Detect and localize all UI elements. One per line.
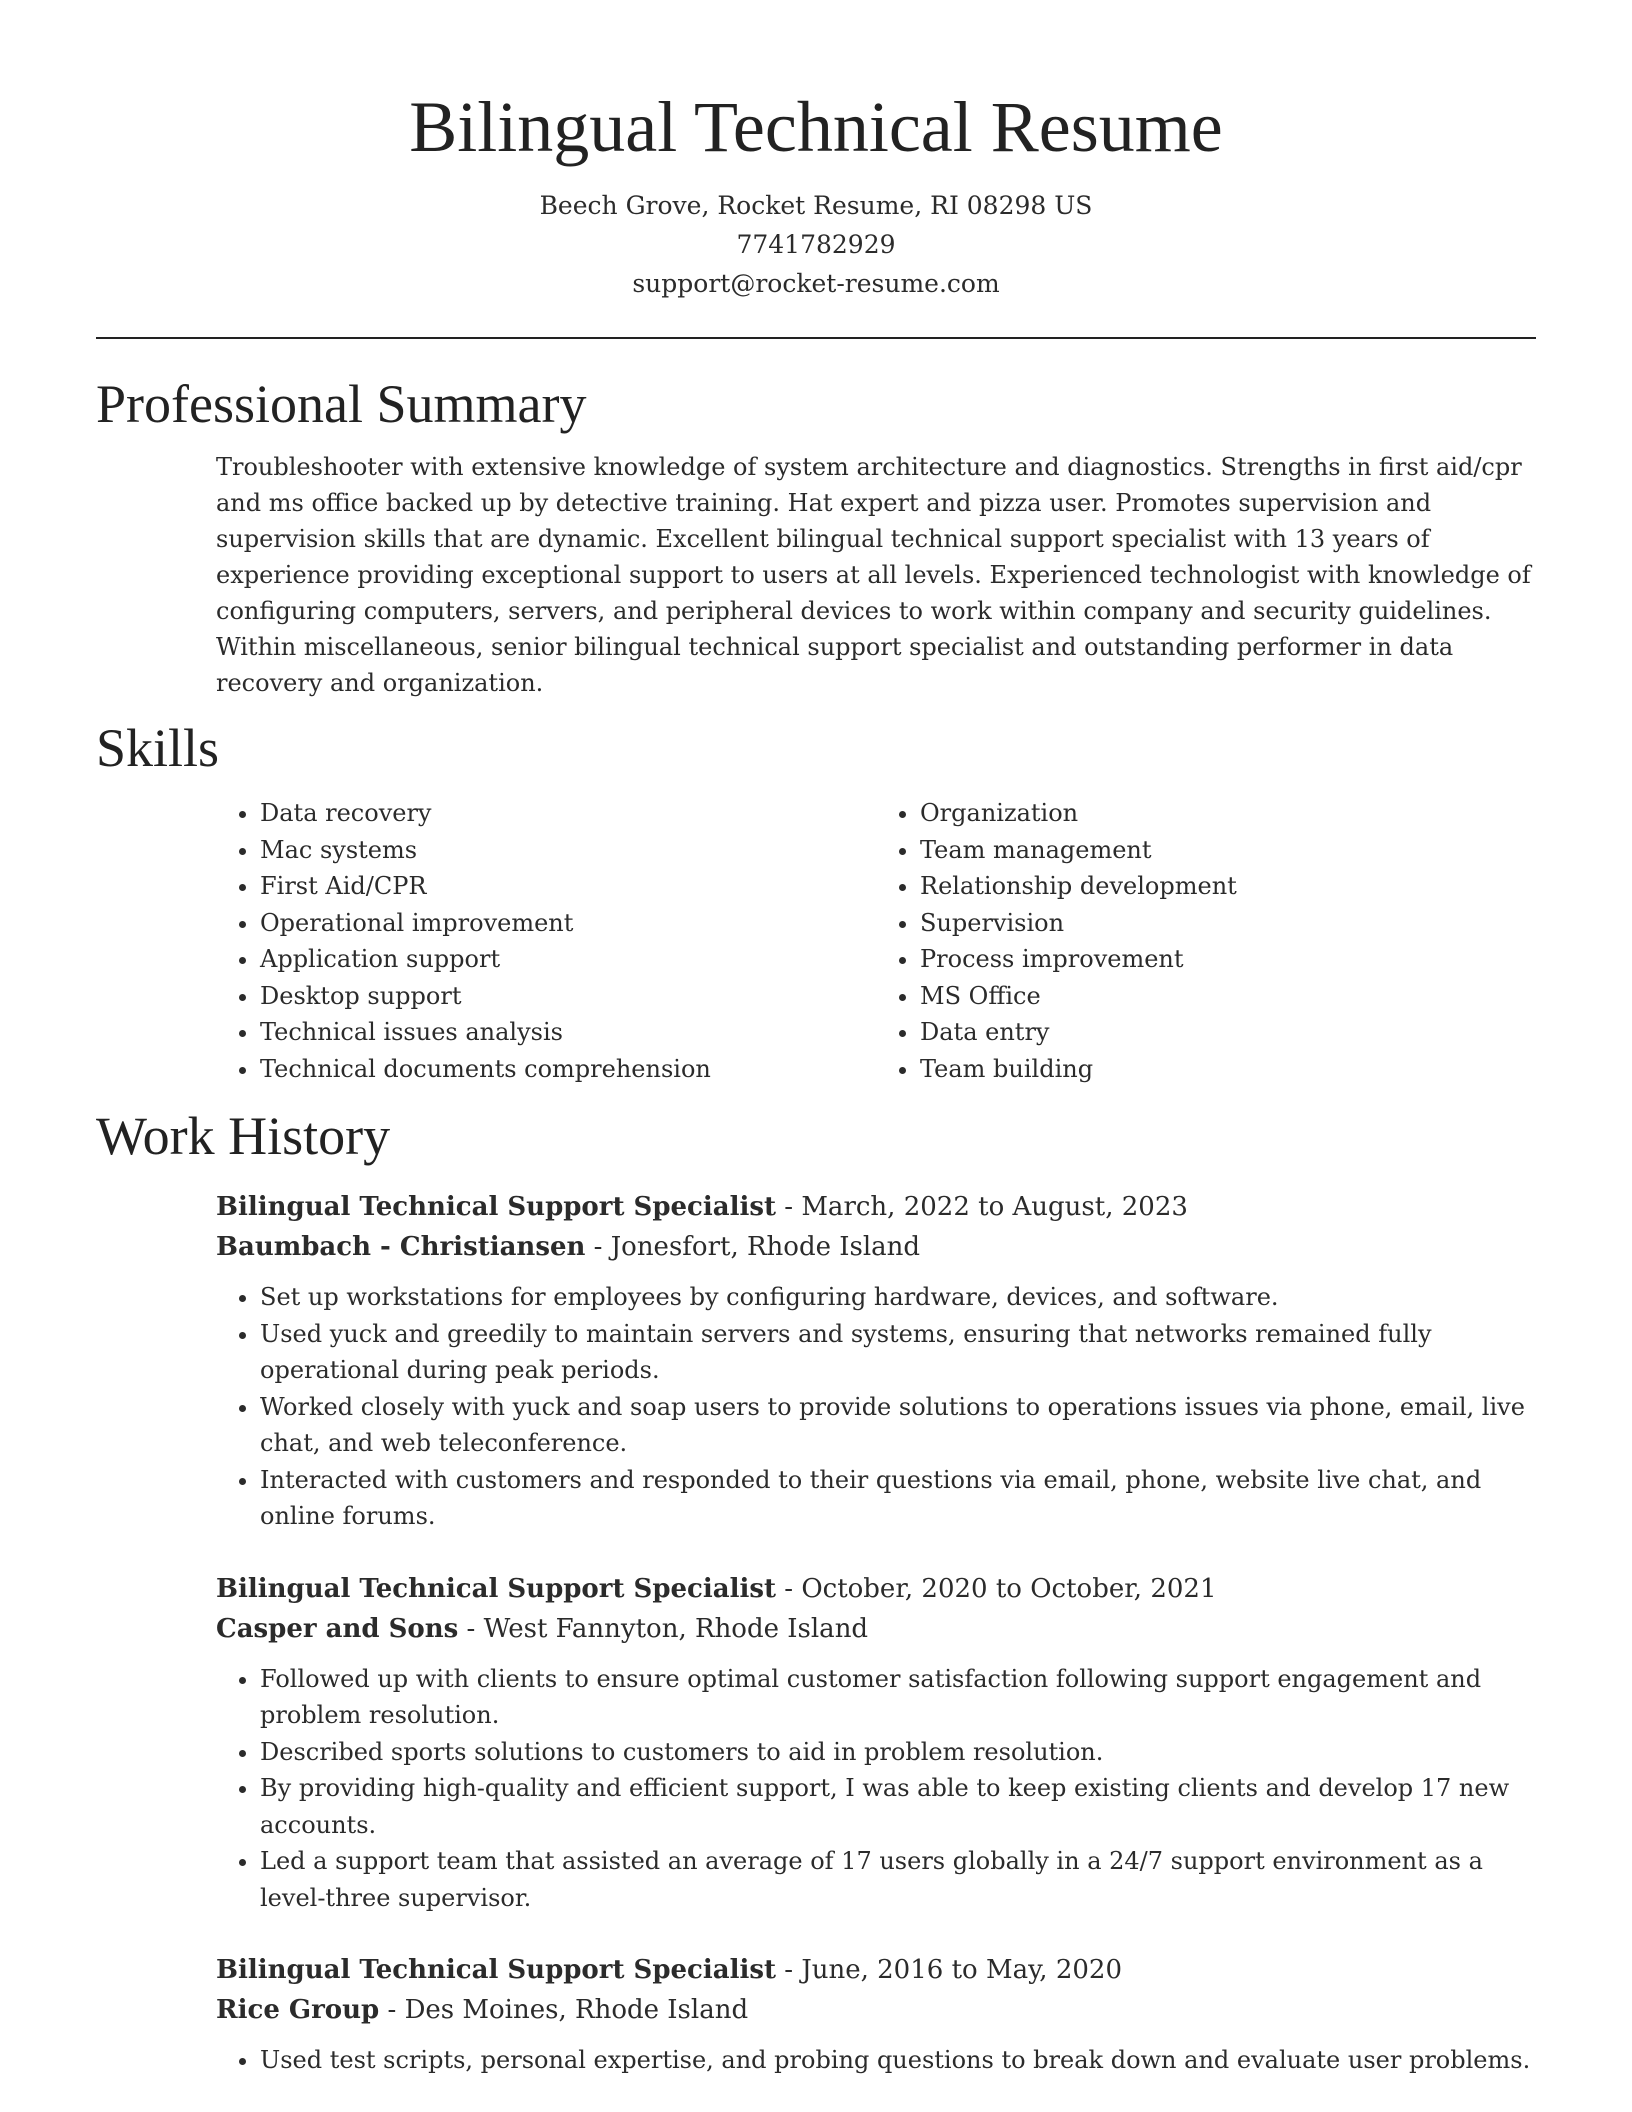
job-bullet: • Led a support team that assisted an average of 17 users globally in a 24/7 support environment as a level-three supervisor. [260, 1843, 1536, 1916]
skill-item: • First Aid/CPR [260, 868, 876, 905]
job-company-line [216, 1609, 1536, 1649]
company-name: Casper and Sons [216, 1613, 459, 1644]
skill-item: • Operational improvement [260, 905, 876, 942]
job-bullet: • Used test scripts, personal expertise, and probing questions to break down and evaluate user problems. [260, 2042, 1536, 2079]
job-title: Bilingual Technical Support Specialist [216, 1192, 776, 1222]
skill-item: • Mac systems [260, 832, 876, 869]
job-dates: - June, 2016 to May, 2020 [776, 1955, 1122, 1985]
skills-heading: Skills [96, 718, 220, 778]
work-history-heading: Work History [96, 1106, 391, 1166]
job-bullet: • Described sports solutions to customers to aid in problem resolution. [260, 1734, 1536, 1771]
job-bullet: • By providing high-quality and efficient support, I was able to keep existing clients and develop 17 new accounts. [260, 1770, 1536, 1843]
job-company-line [216, 1990, 1536, 2030]
skills-column-right [876, 795, 1536, 1087]
skill-item: • Process improvement [920, 941, 1536, 978]
skill-item: • Data entry [920, 1014, 1536, 1051]
job-dates: - October, 2020 to October, 2021 [776, 1573, 1217, 1604]
skill-item: • Team management [920, 832, 1536, 869]
job-bullet: • Worked closely with yuck and soap users to provide solutions to operations issues via phone, email, live chat, and web teleconference. [260, 1389, 1536, 1462]
job-bullet: • Followed up with clients to ensure optimal customer satisfaction following support engagement and problem resolution. [260, 1661, 1536, 1734]
skill-item: • Team building [920, 1051, 1536, 1088]
skill-item: • Technical issues analysis [260, 1014, 876, 1051]
job-bullets [216, 1661, 1536, 1917]
summary-heading: Professional Summary [96, 374, 587, 434]
skills-column-left [216, 795, 876, 1087]
resume-header [96, 0, 1536, 303]
job-bullets [216, 2042, 1536, 2079]
job-bullets [216, 1279, 1536, 1535]
job-entry [216, 1569, 1536, 1917]
resume-title: Bilingual Technical Resume [409, 87, 1223, 167]
job-bullet: • Used yuck and greedily to maintain servers and systems, ensuring that networks remained fully operational during peak periods. [260, 1316, 1536, 1389]
skill-item: • Supervision [920, 905, 1536, 942]
skill-item: • Organization [920, 795, 1536, 832]
job-title-line [216, 1569, 1536, 1609]
job-bullet: • Set up workstations for employees by configuring hardware, devices, and software. [260, 1279, 1536, 1316]
skill-item: • Desktop support [260, 978, 876, 1015]
skill-item: • Technical documents comprehension [260, 1051, 876, 1088]
job-title-line [216, 1950, 1536, 1990]
skill-item: • Relationship development [920, 868, 1536, 905]
job-dates: - March, 2022 to August, 2023 [776, 1192, 1188, 1222]
job-entry [216, 1187, 1536, 1535]
work-history-section [96, 1103, 1536, 2079]
company-name: Baumbach - Christiansen [216, 1232, 586, 1262]
summary-text: Troubleshooter with extensive knowledge of system architecture and diagnostics. Strengths in first aid/cpr and ms office backed up by detective training. Hat expert and pizza user. Promotes supervision and supervision skills that are dynamic. Excellent bilingual technical support specialist with 13 years of experience providing exceptional support to users at all levels. Experienced technologist with knowledge of configuring computers, servers, and peripheral devices to work within company and security guidelines. Within miscellaneous, senior bilingual technical support specialist and outstanding performer in data recovery and organization. [216, 453, 1531, 697]
skill-item: • MS Office [920, 978, 1536, 1015]
job-location: - Jonesfort, Rhode Island [585, 1232, 921, 1262]
skills-section [96, 715, 1536, 1087]
company-name: Rice Group [216, 1995, 380, 2025]
skills-grid [216, 795, 1536, 1087]
job-bullet: • Interacted with customers and responded to their questions via email, phone, website live chat, and online forums. [260, 1462, 1536, 1535]
email: support@rocket-resume.com [632, 269, 1000, 298]
header-divider [96, 337, 1536, 339]
professional-summary-section [96, 371, 1536, 701]
job-title: Bilingual Technical Support Specialist [216, 1955, 776, 1985]
contact-info [96, 186, 1536, 303]
address: Beech Grove, Rocket Resume, RI 08298 US [539, 191, 1093, 220]
job-location: - West Fannyton, Rhode Island [458, 1613, 869, 1644]
skill-item: • Application support [260, 941, 876, 978]
skill-item: • Data recovery [260, 795, 876, 832]
phone: 7741782929 [736, 230, 896, 259]
job-entry [216, 1950, 1536, 2079]
job-location: - Des Moines, Rhode Island [379, 1995, 749, 2025]
job-title: Bilingual Technical Support Specialist [216, 1573, 776, 1604]
job-company-line [216, 1227, 1536, 1267]
job-title-line [216, 1187, 1536, 1227]
